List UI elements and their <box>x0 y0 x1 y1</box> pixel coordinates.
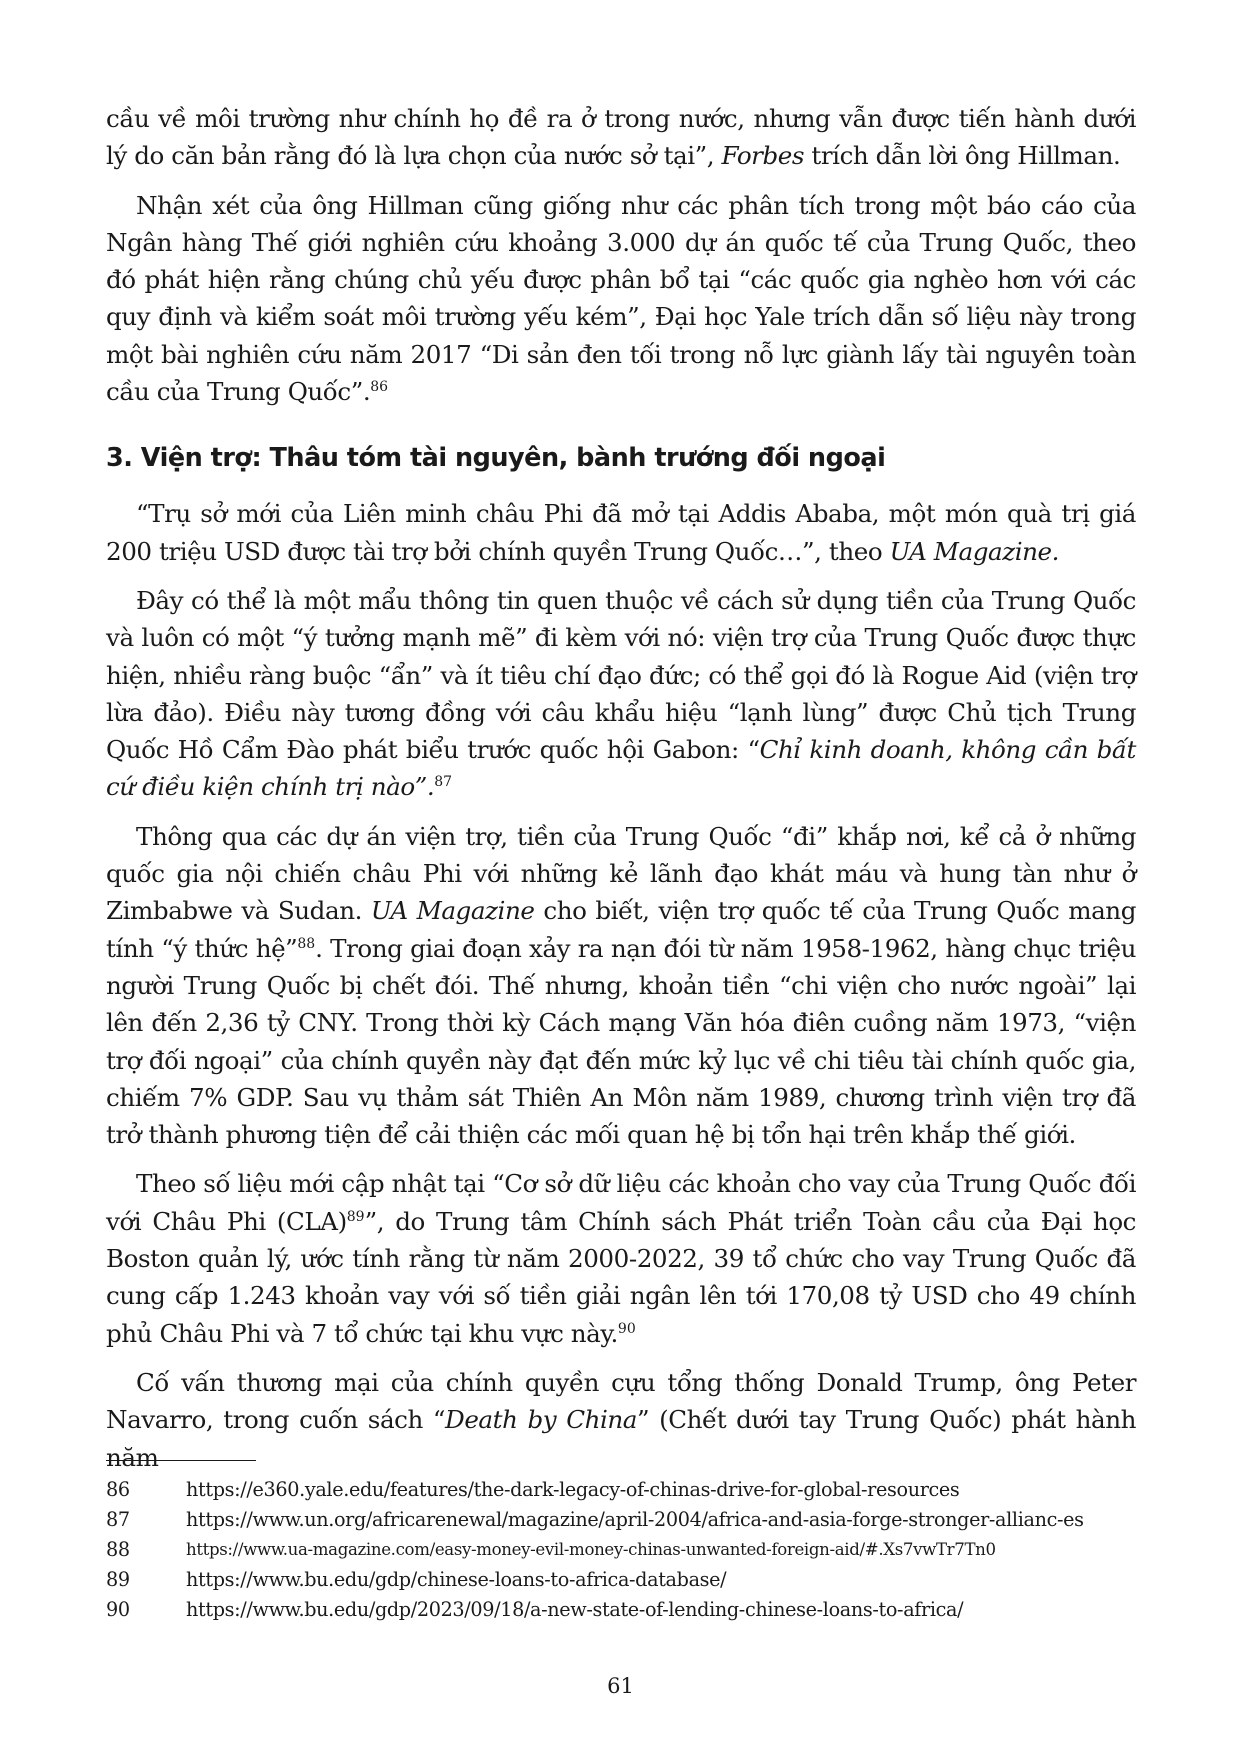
footnote-link[interactable]: https://e360.yale.edu/features/the-dark-legacy-of-chinas-drive-for-global-resources <box>186 1478 960 1501</box>
footnote-link[interactable]: https://www.un.org/africarenewal/magazine/april-2004/africa-and-asia-forge-stronger-allianc-es <box>186 1508 1084 1531</box>
footnote-number: 88 <box>106 1538 130 1561</box>
footnote-number: 87 <box>106 1508 130 1531</box>
footnote-ref-90[interactable]: 90 <box>617 1320 636 1337</box>
footnote-ref-86[interactable]: 86 <box>370 379 389 396</box>
paragraph-navarro: Cố vấn thương mại của chính quyền cựu tổng thống Donald Trump, ông Peter Navarro, trong cuốn sách “Death by China” (Chết dưới tay Trung Quốc) phát hành năm <box>106 1367 1137 1472</box>
page-number: 61 <box>607 1674 634 1698</box>
section-heading: 3. Viện trợ: Thâu tóm tài nguyên, bành trướng đối ngoại <box>106 443 886 474</box>
footnote-86 <box>106 1475 1136 1505</box>
footnote-number: 90 <box>106 1598 130 1621</box>
body-text <box>106 100 1136 1488</box>
footnote-divider <box>106 1460 256 1461</box>
paragraph-au-headquarters: “Trụ sở mới của Liên minh châu Phi đã mở tại Addis Ababa, một món quà trị giá 200 triệu USD được tài trợ bởi chính quyền Trung Quốc…”, theo UA Magazine. <box>106 499 1136 566</box>
paragraph-hillman: Nhận xét của ông Hillman cũng giống như các phân tích trong một báo cáo của Ngân hàng Thế giới nghiên cứu khoảng 3.000 dự án quốc tế của Trung Quốc, theo đó phát hiện rằng chúng chủ yếu được phân bổ tại “các quốc gia nghèo hơn với các quy định và kiểm soát môi trường yếu kém”, Đại học Yale trích dẫn số liệu này trong một bài nghiên cứu năm 2017 “Di sản đen tối trong nỗ lực giành lấy tài nguyên toàn cầu của Trung Quốc”.$^{86}$ <box>106 190 1136 407</box>
footnote-90 <box>106 1595 1136 1625</box>
footnote-ref-89[interactable]: 89 <box>346 1208 365 1225</box>
footnote-link[interactable]: https://www.bu.edu/gdp/2023/09/18/a-new-state-of-lending-chinese-loans-to-africa/ <box>186 1598 964 1621</box>
footnote-87 <box>106 1505 1136 1535</box>
footnote-ref-87[interactable]: 87 <box>434 774 453 791</box>
paragraph-aid-projects: Thông qua các dự án viện trợ, tiền của Trung Quốc “đi” khắp nơi, kể cả ở những quốc gia nội chiến châu Phi với những kẻ lãnh đạo khát máu và hung tàn như ở Zimbabwe và Sudan. UA Magazine cho biết, viện trợ quốc tế của Trung Quốc mang tính “ý thức hệ”$^{88}$. Trong giai đoạn xảy ra nạn đói từ năm 1958-1962, hàng chục triệu người Trung Quốc bị chết đói. Thế nhưng, khoản tiền “chi viện cho nước ngoài” lại lên đến 2,36 tỷ CNY. Trong thời kỳ Cách mạng Văn hóa điên cuồng năm 1973, “viện trợ đối ngoại” của chính quyền này đạt đến mức kỷ lục về chi tiêu tài chính quốc gia, chiếm 7% GDP. Sau vụ thảm sát Thiên An Môn năm 1989, chương trình viện trợ đã trở thành phương tiện để cải thiện các mối quan hệ bị tổn hại trên khắp thế giới. <box>106 821 1136 1150</box>
footnote-link[interactable]: https://www.ua-magazine.com/easy-money-evil-money-chinas-unwanted-foreign-aid/#.Xs7vwTr7Tn0 <box>186 1540 996 1559</box>
footnotes <box>106 1475 1136 1625</box>
footnote-number: 89 <box>106 1568 130 1591</box>
paragraph-rogue-aid: Đây có thể là một mẩu thông tin quen thuộc về cách sử dụng tiền của Trung Quốc và luôn có một “ý tưởng mạnh mẽ” đi kèm với nó: viện trợ của Trung Quốc được thực hiện, nhiều ràng buộc “ẩn” và ít tiêu chí đạo đức; có thể gọi đó là Rogue Aid (viện trợ lừa đảo). Điều này tương đồng với câu khẩu hiệu “lạnh lùng” được Chủ tịch Trung Quốc Hồ Cẩm Đào phát biểu trước quốc hội Gabon: “Chỉ kinh doanh, không cần bất cứ điều kiện chính trị nào”.$^{87}$ <box>106 585 1136 802</box>
paragraph-continued: cầu về môi trường như chính họ đề ra ở trong nước, nhưng vẫn được tiến hành dưới lý do căn bản rằng đó là lựa chọn của nước sở tại”, Forbes trích dẫn lời ông Hillman. <box>106 104 1136 171</box>
footnote-link[interactable]: https://www.bu.edu/gdp/chinese-loans-to-africa-database/ <box>186 1568 727 1591</box>
footnote-89 <box>106 1565 1136 1595</box>
footnote-88 <box>106 1535 1136 1565</box>
footnote-ref-88[interactable]: 88 <box>297 935 316 952</box>
footnote-number: 86 <box>106 1478 130 1501</box>
paragraph-loans-data: Theo số liệu mới cập nhật tại “Cơ sở dữ liệu các khoản cho vay của Trung Quốc đối với Châu Phi (CLA)$^{89}$”, do Trung tâm Chính sách Phát triển Toàn cầu của Đại học Boston quản lý, ước tính rằng từ năm 2000-2022, 39 tổ chức cho vay Trung Quốc đã cung cấp 1.243 khoản vay với số tiền giải ngân lên tới 170,08 tỷ USD cho 49 chính phủ Châu Phi và 7 tổ chức tại khu vực này.$^{90}$ <box>106 1169 1136 1348</box>
